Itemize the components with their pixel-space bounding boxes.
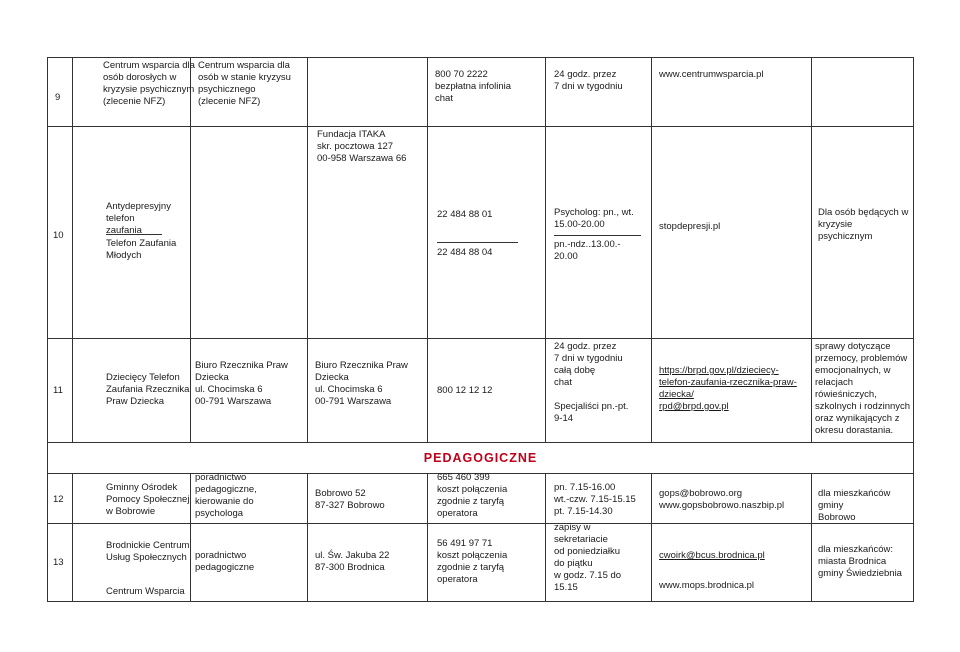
address-cell: Biuro Rzecznika Praw Dziecka ul. Chocimska 6 00-791 Warszawa [308,339,428,443]
notes-cell: dla mieszkańców gminy Bobrowo [812,474,914,524]
service-name: Dziecięcy Telefon Zaufania Rzecznika Praw Dziecka [73,339,191,443]
table-row [48,127,914,339]
section-title: PEDAGOGICZNE [423,451,538,465]
address-cell: ul. Św. Jakuba 22 87-300 Brodnica [308,524,428,602]
service-name: Centrum wsparcia dla osób dorosłych w kryzysie psychicznym (zlecenie NFZ) [73,58,191,127]
website-link[interactable]: https://brpd.gov.pl/dzieciecy- telefon-zaufania-rzecznika-praw- dziecka/ [659,365,797,400]
services-table [47,57,914,602]
table-row [48,58,914,127]
website-link[interactable]: gops@bobrowo.org www.gopsbobrowo.naszbip.pl [659,488,785,511]
hours-cell: 24 godz. przez 7 dni w tygodniu całą dobę chat Specjaliści pn.-pt. 9-14 [546,339,652,443]
phone-cell: 800 12 12 12 [428,339,546,443]
website-cell [652,127,812,339]
phone-cell: 22 484 88 01 22 484 88 04 [428,127,546,339]
row-number: 11 [48,339,73,443]
service-name: Gminny Ośrodek Pomocy Społecznej w Bobrowie [73,474,191,524]
phone-separator [437,242,518,243]
website-link[interactable]: www.centrumwsparcia.pl [659,69,764,80]
website-cell [652,339,812,443]
hours-separator [554,235,641,236]
hours-cell: 24 godz. przez 7 dni w tygodniu [546,58,652,127]
table-row [48,474,914,524]
phone-cell: 665 460 399 koszt połączenia zgodnie z taryfą operatora [428,474,546,524]
service-provider [191,127,308,339]
notes-cell [812,58,914,127]
notes-cell: dla mieszkańców: miasta Brodnica gminy Świedziebnia [812,524,914,602]
row-number: 10 [48,127,73,339]
notes-cell: sprawy dotyczące przemocy, problemów emocjonalnych, w relacjach rówieśniczych, szkolnych i rodzinnych oraz wynikających z okresu dorastania. [812,339,914,443]
name-separator [106,234,162,235]
email-link[interactable]: rpd@brpd.gov.pl [659,401,729,412]
service-provider: poradnictwo pedagogiczne [191,524,308,602]
phone-cell: 56 491 97 71 koszt połączenia zgodnie z taryfą operatora [428,524,546,602]
row-number: 13 [48,524,73,602]
phone-cell: 800 70 2222 bezpłatna infolinia chat [428,58,546,127]
website-link[interactable]: www.mops.brodnica.pl [659,580,755,591]
notes-cell: Dla osób będących w kryzysie psychicznym [812,127,914,339]
service-provider: Biuro Rzecznika Praw Dziecka ul. Chocimska 6 00-791 Warszawa [191,339,308,443]
section-cell [48,443,914,474]
email-link[interactable]: cwoirk@bcus.brodnica.pl [659,550,765,561]
address-cell: Bobrowo 52 87-327 Bobrowo [308,474,428,524]
website-link[interactable]: stopdepresji.pl [659,221,721,232]
website-cell [652,58,812,127]
address-cell: Fundacja ITAKA skr. pocztowa 127 00-958 Warszawa 66 [308,127,428,339]
hours-cell: pn. 7.15-16.00 wt.-czw. 7.15-15.15 pt. 7.15-14.30 [546,474,652,524]
row-number: 12 [48,474,73,524]
row-number: 9 [48,58,73,127]
website-cell [652,524,812,602]
section-row [48,443,914,474]
hours-cell: zapisy w sekretariacie od poniedziałku do piątku w godz. 7.15 do 15.15 [546,524,652,602]
service-provider: Centrum wsparcia dla osób w stanie kryzysu psychicznego (zlecenie NFZ) [191,58,308,127]
address-cell [308,58,428,127]
hours-cell: Psycholog: pn., wt. 15.00-20.00 pn.-ndz..13.00.- 20.00 [546,127,652,339]
service-name: Antydepresyjny telefon zaufania Telefon Zaufania Młodych [73,127,191,339]
website-cell [652,474,812,524]
table-row [48,339,914,443]
service-name: Brodnickie Centrum Usług Społecznych Centrum Wsparcia [73,524,191,602]
service-provider: poradnictwo pedagogiczne, kierowanie do psychologa [191,474,308,524]
table-row [48,524,914,602]
